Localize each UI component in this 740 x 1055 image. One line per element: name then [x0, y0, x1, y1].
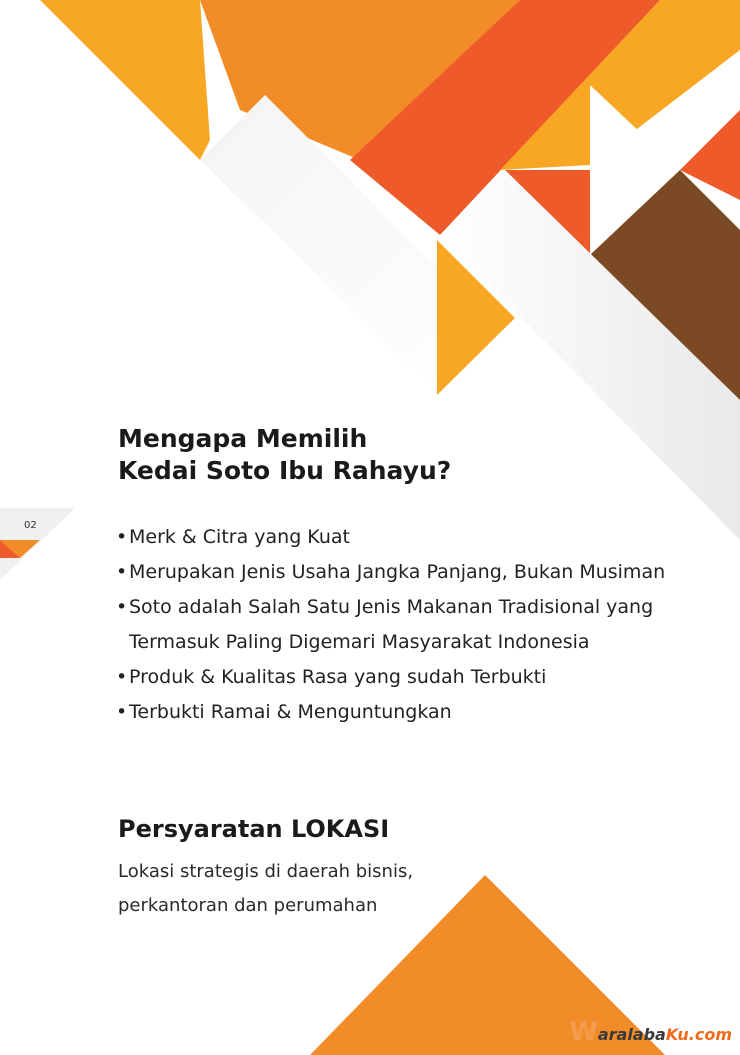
list-item-continuation: Termasuk Paling Digemari Masyarakat Indonesia	[129, 631, 590, 653]
location-desc-line1: Lokasi strategis di daerah bisnis,	[118, 861, 414, 882]
location-description	[118, 855, 413, 923]
watermark-ku: Ku	[665, 1025, 689, 1044]
watermark-mid: aralaba	[597, 1025, 666, 1044]
reasons-list	[116, 520, 665, 730]
list-item: • Merk & Citra yang Kuat	[116, 520, 665, 555]
location-title: Persyaratan LOKASI	[118, 815, 390, 843]
why-title	[118, 423, 451, 487]
why-title-line2: Kedai Soto Ibu Rahayu?	[118, 456, 452, 485]
watermark-w: W	[569, 1017, 598, 1047]
list-item: • Produk & Kualitas Rasa yang sudah Terbukti	[116, 660, 665, 695]
amber-band	[40, 0, 210, 160]
why-title-line1: Mengapa Memilih	[118, 424, 368, 453]
list-item: • Terbukti Ramai & Menguntungkan	[116, 695, 665, 730]
watermark-logo	[569, 1017, 732, 1047]
location-desc-line2: perkantoran dan perumahan	[118, 895, 378, 916]
page-number: 02	[24, 520, 37, 531]
list-item: • Soto adalah Salah Satu Jenis Makanan Tradisional yang	[116, 590, 665, 625]
watermark-tld: .com	[688, 1025, 732, 1044]
list-item: • Merupakan Jenis Usaha Jangka Panjang, Bukan Musiman	[116, 555, 665, 590]
